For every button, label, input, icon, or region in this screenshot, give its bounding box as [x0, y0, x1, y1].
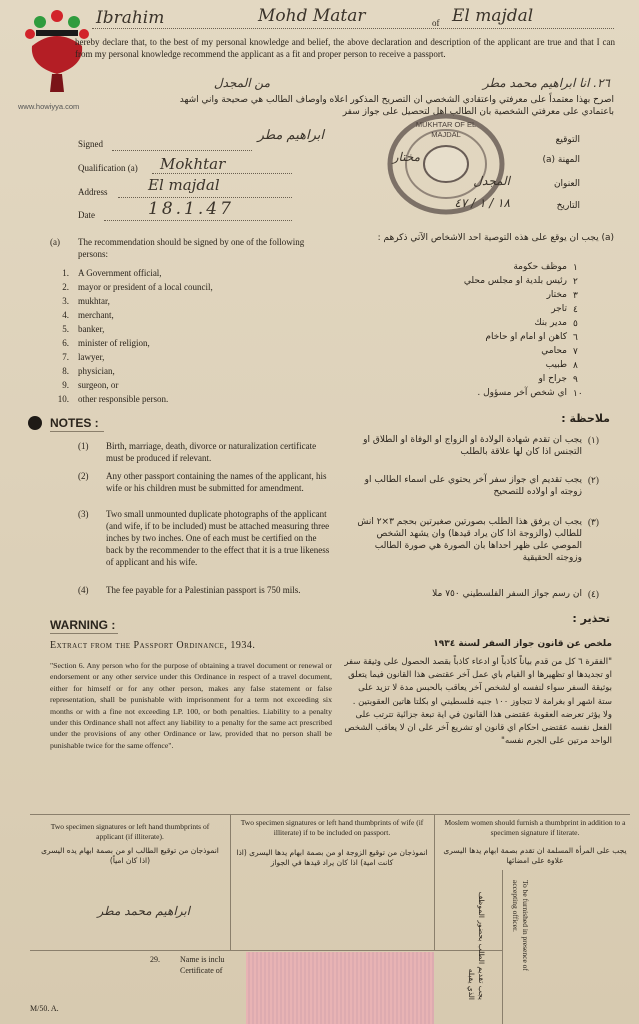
- ar-signed-label: التوقيع: [555, 135, 580, 145]
- rec-item: banker,: [78, 324, 105, 334]
- name-underline: [92, 28, 614, 29]
- specimen-wife-ar: انموذجان من توقيع الزوجة او من بصمة ابهام يدها اليسرى (اذا كانت امية) اذا كان يراد قيدها في الجواز: [236, 848, 428, 867]
- revenue-stamp: [246, 952, 434, 1024]
- rec-item: other responsible person.: [78, 394, 169, 404]
- ar-date-label: التاريخ: [556, 201, 580, 211]
- side-note-en: To be furnished in presence of accepting officer.: [511, 880, 530, 971]
- ar-address-value: المجدل: [473, 174, 510, 188]
- rec-ar-num: ٧: [573, 346, 578, 356]
- warning-title-ar: تحذير :: [572, 612, 610, 625]
- note-num: (1): [78, 441, 89, 451]
- ar-qualification-value: مختار: [392, 150, 420, 164]
- note-num: (3): [78, 509, 89, 519]
- ar-date-value: ١٨ / ١ / ٤٧: [454, 196, 510, 210]
- note-num: (2): [78, 471, 89, 481]
- rec-ar-item: تاجر: [551, 304, 567, 314]
- notes-underline: [50, 431, 104, 432]
- rec-ar-num: ٩: [573, 374, 578, 384]
- specimen-divider: [434, 814, 435, 950]
- rec-ar-item: جراح او: [538, 374, 567, 384]
- ar-address-label: العنوان: [553, 179, 580, 189]
- specimen-wife-en: Two specimen signatures or left hand thumbprints of wife (if illiterate) if to be included on passport.: [240, 818, 424, 837]
- rec-item: mayor or president of a local council,: [78, 282, 213, 292]
- note-ar-text: يجب تقديم اي جواز سفر آخر يحتوي على اسماء الطالب او زوجته او اولاده للتصحيح: [364, 475, 582, 497]
- address-line: [118, 197, 292, 198]
- warning-extract-ar: ملخص عن قانون جواز السفر لسنة ١٩٣٤: [433, 639, 612, 649]
- warning-section: "Section 6. Any person who for the purpose of obtaining a travel document or renewal or endorsement or any other service under this Ordinance in respect of a travel document, either for himself or for any other person, makes any false statement or false representation, shall be punishable with imprisonment for a term not exceeding six months or with a fine not exceeding LP. 100, or both penalties. Liability to a penalty under this Ordinance shall not affect any liability to a penalty for the same act prescribed under the provisions of any other Ordinance or law, provided that no person shall be punishable twice for the same offence".: [50, 661, 332, 750]
- specimen-divider: [502, 870, 503, 1024]
- warning-title: WARNING :: [50, 618, 116, 632]
- applicant-place: El majdal: [452, 6, 534, 26]
- rec-num: 4.: [62, 310, 69, 320]
- note-text: Any other passport containing the names of the applicant, his wife or his children must be submitted for amendment.: [106, 471, 327, 493]
- note-ar-num: (٣): [588, 517, 599, 527]
- notes-title-ar: ملاحظة :: [561, 412, 610, 425]
- signed-line: [112, 150, 252, 151]
- note-ar-num: (١): [588, 435, 599, 445]
- recommendation-intro-ar: (a) يجب ان يوقع على هذه التوصية احد الاشخاص الآتي ذكرهم :: [377, 233, 614, 243]
- applicant-signature: ابراهيم محمد مطر: [97, 904, 190, 918]
- note-text: Two small unmounted duplicate photographs of the applicant (and wife, if to be included) must be attached measuring three inches by two inches. One of each must be certified on the back by the recommender to the effect that it is a true likeness of applicant and his wife.: [106, 509, 330, 567]
- note-ar-text: ان رسم جواز السفر الفلسطيني ٧٥٠ ملا: [432, 589, 582, 599]
- of-label: of: [432, 18, 440, 28]
- date-value: 18.1.47: [148, 199, 234, 219]
- rec-item: merchant,: [78, 310, 114, 320]
- date-line: [104, 220, 292, 221]
- qualification-line: [152, 173, 292, 174]
- rec-num: 10.: [57, 394, 69, 404]
- notes-title: NOTES :: [50, 416, 99, 430]
- rec-ar-item: مدير بنك: [534, 318, 567, 328]
- stamp-text: MUKHTAR OF EL MAJDAL: [415, 120, 477, 139]
- specimen-bottom-rule: [30, 950, 502, 951]
- applicant-name: Ibrahim: [96, 8, 165, 28]
- form-code: M/50. A.: [30, 1004, 59, 1013]
- watermark-text: www.howiyya.com: [18, 102, 80, 111]
- rec-num: 3.: [62, 296, 69, 306]
- specimen-moslem-ar: يجب على المرأة المسلمة ان تقدم بصمة ابهام يدها اليسرى علاوة على امضائها: [443, 846, 627, 865]
- note-ar-text: يجب ان يرفق هذا الطلب بصورتين صغيرتين بحجم ٣×٢ انش للطالب (والزوجة اذا كان يراد قيدها) وان يشهد الشخص الموصي على ظهر احداها بان الصورة هي صورة الطالب وزوجته الحقيقية: [357, 517, 582, 563]
- arabic-signature: ابراهيم مطر: [257, 128, 324, 143]
- qualification-value: Mokhtar: [160, 155, 226, 173]
- rec-ar-num: ٢: [573, 276, 578, 286]
- specimen-divider: [230, 814, 231, 950]
- specimen-top-rule: [30, 814, 630, 815]
- warning-section-ar: "الفقرة ٦ كل من قدم بياناً كاذباً او ادعاء كاذباً بقصد الحصول على وثيقة سفر او تجديدها او تظهيرها او القيام باي عمل آخر عقتضى هذا القانون فيما يتعلق بوثيقة السفر سواء لنفسه او لشخص آخر يعاقب بالحبس مدة لا تزيد على ستة اشهر او بغرامة لا تتجاوز ١٠٠ جنيه فلسطيني او بكلتا هاتين العقوبتين . ولا يؤثر تعرضه العقوبة عقتضى هذا القانون في اية تبعة جزائية تترتب على الفعل نفسه عقتضى احكام اي قانون او تشريع آخر على ان لا يعاقب الشخص الواحد مرتين على الجرم نفسه": [344, 657, 612, 747]
- rec-num: 2.: [62, 282, 69, 292]
- rec-ar-item: طبيب: [545, 360, 567, 370]
- rec-ar-item: محامي: [541, 346, 567, 356]
- rec-ar-num: ١٠: [573, 388, 583, 398]
- rec-ar-item: اي شخص آخر مسؤول .: [477, 388, 567, 398]
- rec-ar-item: كاهن او امام او حاخام: [485, 332, 567, 342]
- declaration-ar-line2: من المجدل: [213, 76, 270, 90]
- rec-ar-num: ٨: [573, 360, 578, 370]
- rec-num: 7.: [62, 352, 69, 362]
- note-ar-text: يجب ان تقدم شهادة الولادة او الزواج او الوفاة او الطلاق او التجنس اذا كان لها علاقة بالطلب: [363, 435, 582, 457]
- specimen-moslem-en: Moslem women should furnish a thumbprint in addition to a specimen signature if literate.: [444, 818, 626, 837]
- rec-item: physician,: [78, 366, 115, 376]
- rec-ar-num: ٦: [573, 332, 578, 342]
- rec-item: mukhtar,: [78, 296, 110, 306]
- date-label: Date: [78, 210, 95, 220]
- recommendation-marker: (a): [50, 237, 60, 247]
- ar-qualification-label: المهنة (a): [542, 155, 580, 165]
- rec-ar-num: ١: [573, 262, 578, 272]
- rec-ar-num: ٣: [573, 290, 578, 300]
- footer-item-num: 29.: [150, 955, 160, 964]
- note-ar-num: (٢): [588, 475, 599, 485]
- specimen-applicant-ar: انموذجان من توقيع الطالب او من بصمة ابهام يده اليسرى (اذا كان امياً): [41, 846, 219, 865]
- rec-num: 6.: [62, 338, 69, 348]
- address-value: El majdal: [148, 176, 220, 194]
- rec-item: lawyer,: [78, 352, 105, 362]
- rec-ar-item: مختار: [546, 290, 567, 300]
- note-num: (4): [78, 585, 89, 595]
- warning-underline: [50, 633, 118, 634]
- recommendation-intro: The recommendation should be signed by one of the following persons:: [78, 237, 305, 259]
- footer-name-label: Name is inclu: [180, 955, 225, 964]
- rec-num: 8.: [62, 366, 69, 376]
- note-ar-num: (٤): [588, 589, 599, 599]
- applicant-father-name: Mohd Matar: [258, 6, 366, 26]
- specimen-applicant-en: Two specimen signatures or left hand thumbprints of applicant (if illiterate).: [50, 822, 210, 841]
- note-text: The fee payable for a Palestinian passport is 750 mils.: [106, 585, 301, 595]
- rec-num: 5.: [62, 324, 69, 334]
- warning-extract: Extract from the Passport Ordinance, 1934.: [50, 640, 256, 651]
- declaration-ar-line1: ٢٦. انا ابراهيم محمد مطر: [482, 76, 610, 90]
- notes-bullet-icon: [28, 416, 42, 430]
- side-note-ar: يجب تقديم الطلب بحضور الموظف الذي يقبله: [467, 891, 486, 1000]
- rec-num: 1.: [62, 268, 69, 278]
- rec-ar-num: ٥: [573, 318, 578, 328]
- note-text: Birth, marriage, death, divorce or naturalization certificate must be produced if relevant.: [106, 441, 317, 463]
- rec-ar-item: رئيس بلدية او مجلس محلي: [463, 276, 567, 286]
- declaration-en: hereby declare that, to the best of my personal knowledge and belief, the above declaration and description of the applicant are true and that I can from my personal knowledge recommend the applicant as a fit and proper person to receive a passport.: [75, 37, 615, 59]
- qualification-label: Qualification (a): [78, 163, 138, 173]
- rec-num: 9.: [62, 380, 69, 390]
- rec-item: surgeon, or: [78, 380, 119, 390]
- rec-ar-item: موظف حكومة: [513, 262, 567, 272]
- rec-item: minister of religion,: [78, 338, 150, 348]
- declaration-ar: اصرح بهذا معتمداً على معرفتي واعتقادي الشخصي ان التصريح المذكور اعلاه واوصاف الطالب هي صحيحة واني اشهد باعتمادي على معرفتي الشخصية بان الطالب اهل لتحصيل على جواز سفر: [179, 95, 614, 117]
- signed-label: Signed: [78, 139, 104, 149]
- footer-cert-label: Certificate of: [180, 966, 223, 975]
- rec-item: A Government official,: [78, 268, 162, 278]
- rec-ar-num: ٤: [573, 304, 578, 314]
- address-label: Address: [78, 187, 108, 197]
